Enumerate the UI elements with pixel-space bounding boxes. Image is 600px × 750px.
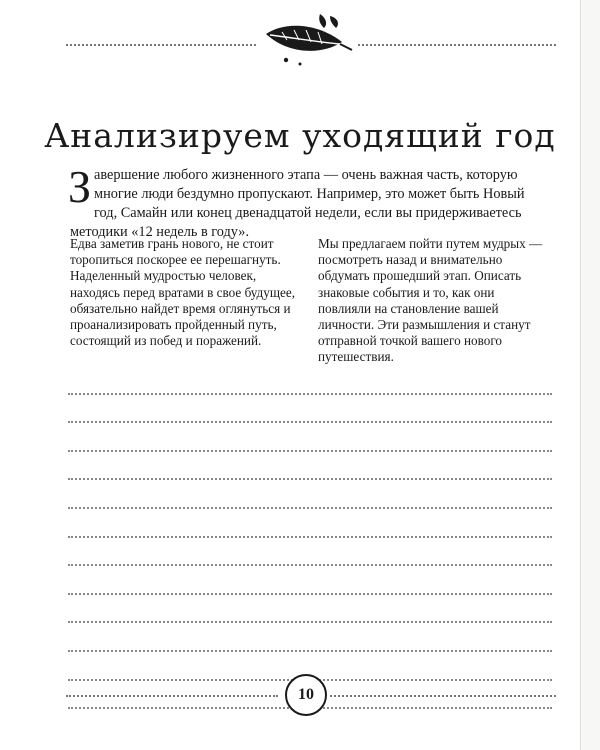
writing-lines[interactable]: [68, 366, 552, 709]
intro-text: авершение любого жизненного этапа — очень важная часть, которую многие люди бездумно пропускают. Например, это может быть Новый год, Самайн или конец двенадцатой недели, если вы придерживаетесь методики «12 недель в году».: [70, 167, 525, 240]
writing-line[interactable]: [68, 509, 552, 538]
writing-line[interactable]: [68, 595, 552, 624]
writing-line[interactable]: [68, 395, 552, 424]
writing-line[interactable]: [68, 366, 552, 395]
top-dotted-rule-right: [358, 44, 556, 46]
feather-icon: [260, 12, 356, 70]
writing-line[interactable]: [68, 423, 552, 452]
page-number: 10: [285, 674, 327, 716]
top-dotted-rule-left: [66, 44, 256, 46]
writing-line[interactable]: [68, 623, 552, 652]
bottom-dotted-rule-left: [66, 695, 278, 697]
writing-line[interactable]: [68, 566, 552, 595]
writing-line[interactable]: [68, 538, 552, 567]
right-column-text: Мы предлагаем пойти путем мудрых — посмотреть назад и внимательно обдумать прошедший этап. Описать знаковые события и то, как они повлияли на становление вашей личности. Эти размышления и станут отправной точкой вашего нового путешествия.: [318, 236, 543, 365]
page-title: Анализируем уходящий год: [44, 116, 556, 155]
drop-cap: З: [68, 161, 92, 212]
left-column-text: Едва заметив грань нового, не стоит торопиться поскорее ее перешагнуть. Наделенный мудростью человек, находясь перед вратами в свое будущее, обязательно найдет время оглянуться и проанализировать пройденный путь, состоящий из побед и поражений.: [70, 236, 296, 349]
bottom-dotted-rule-right: [330, 695, 556, 697]
page-edge: [580, 0, 600, 750]
writing-line[interactable]: [68, 480, 552, 509]
intro-paragraph: [68, 161, 550, 242]
writing-line[interactable]: [68, 452, 552, 481]
